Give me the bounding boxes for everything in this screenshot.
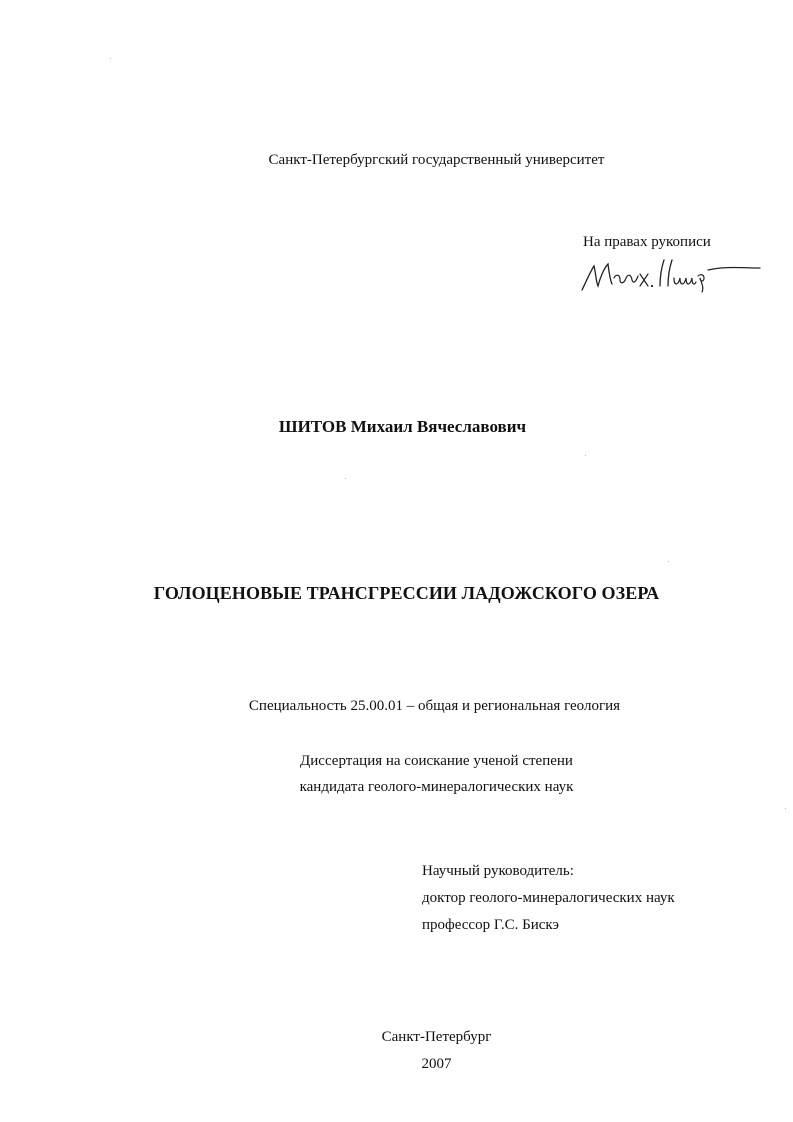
city: Санкт-Петербург	[381, 1029, 492, 1045]
speciality-line: Специальность 25.00.01 – общая и региональная геология	[248, 698, 621, 714]
dissertation-title: ГОЛОЦЕНОВЫЕ ТРАНСГРЕССИИ ЛАДОЖСКОГО ОЗЕРА	[153, 583, 660, 603]
supervisor-name: профессор Г.С. Бискэ	[422, 917, 559, 933]
scan-speck	[668, 561, 669, 562]
scan-speck	[585, 455, 586, 456]
scan-speck	[110, 58, 111, 59]
scan-speck	[345, 478, 346, 479]
scan-speck	[785, 808, 786, 809]
degree-statement-line-1: Диссертация на соискание ученой степени	[300, 753, 573, 769]
manuscript-note: На правах рукописи	[583, 234, 711, 250]
year: 2007	[421, 1056, 452, 1072]
handwritten-signature	[576, 252, 766, 294]
supervisor-degree: доктор геолого-минералогических наук	[422, 890, 675, 906]
university-name: Санкт-Петербургский государственный университет	[268, 152, 605, 168]
author-name: ШИТОВ Михаил Вячеславович	[278, 417, 527, 436]
supervisor-label: Научный руководитель:	[422, 863, 574, 879]
degree-statement-line-2: кандидата геолого-минералогических наук	[299, 779, 574, 795]
